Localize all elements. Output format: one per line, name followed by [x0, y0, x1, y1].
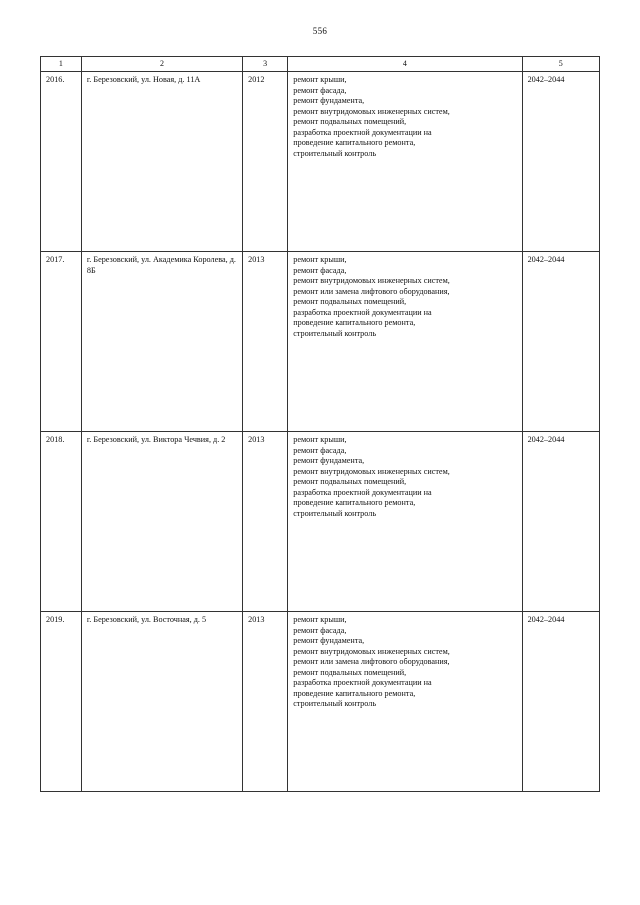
row-address: г. Березовский, ул. Восточная, д. 5	[81, 612, 242, 792]
row-works	[288, 72, 522, 252]
work-item: строительный контроль	[293, 508, 377, 518]
work-item: разработка проектной документации на	[293, 678, 432, 688]
work-item: ремонт внутридомовых инженерных систем,	[293, 276, 450, 286]
work-item: ремонт фасада,	[293, 85, 347, 95]
row-period: 2042–2044	[522, 432, 599, 612]
header-cell-period: 5	[522, 57, 599, 72]
works-list	[293, 75, 516, 159]
page-number: 556	[312, 26, 328, 36]
work-item: проведение капитального ремонта,	[293, 138, 416, 148]
row-address: г. Березовский, ул. Академика Королева, д. 8Б	[81, 252, 242, 432]
row-year: 2012	[243, 72, 288, 252]
work-item: проведение капитального ремонта,	[293, 498, 416, 508]
row-address: г. Березовский, ул. Новая, д. 11А	[81, 72, 242, 252]
work-item: ремонт подвальных помещений,	[293, 297, 407, 307]
row-number: 2016.	[41, 72, 82, 252]
work-item: строительный контроль	[293, 148, 377, 158]
work-item: проведение капитального ремонта,	[293, 318, 416, 328]
work-item: ремонт фасада,	[293, 265, 347, 275]
row-period: 2042–2044	[522, 72, 599, 252]
work-item: разработка проектной документации на	[293, 487, 432, 497]
row-period: 2042–2044	[522, 252, 599, 432]
table-row	[41, 432, 600, 612]
row-year: 2013	[243, 612, 288, 792]
capital-repair-table	[40, 56, 600, 792]
row-number: 2018.	[41, 432, 82, 612]
work-item: ремонт фундамента,	[293, 96, 365, 106]
work-item: проведение капитального ремонта,	[293, 688, 416, 698]
work-item: ремонт крыши,	[293, 75, 347, 85]
work-item: ремонт или замена лифтового оборудования,	[293, 657, 450, 667]
row-address: г. Березовский, ул. Виктора Чечвия, д. 2	[81, 432, 242, 612]
work-item: строительный контроль	[293, 699, 377, 709]
header-cell-works: 4	[288, 57, 522, 72]
works-list	[293, 435, 516, 519]
header-row	[41, 57, 600, 72]
work-item: ремонт фасада,	[293, 445, 347, 455]
table-row	[41, 72, 600, 252]
table-row	[41, 612, 600, 792]
work-item: ремонт подвальных помещений,	[293, 117, 407, 127]
work-item: строительный контроль	[293, 328, 377, 338]
work-item: ремонт фасада,	[293, 625, 347, 635]
row-works	[288, 252, 522, 432]
work-item: разработка проектной документации на	[293, 127, 432, 137]
work-item: ремонт внутридомовых инженерных систем,	[293, 646, 450, 656]
work-item: ремонт подвальных помещений,	[293, 667, 407, 677]
work-item: ремонт крыши,	[293, 615, 347, 625]
header-cell-address: 2	[81, 57, 242, 72]
work-item: ремонт фундамента,	[293, 456, 365, 466]
work-item: ремонт крыши,	[293, 255, 347, 265]
table-row	[41, 252, 600, 432]
row-year: 2013	[243, 252, 288, 432]
work-item: разработка проектной документации на	[293, 307, 432, 317]
work-item: ремонт фундамента,	[293, 636, 365, 646]
works-list	[293, 615, 516, 710]
work-item: ремонт или замена лифтового оборудования,	[293, 286, 450, 296]
header-cell-year: 3	[243, 57, 288, 72]
row-year: 2013	[243, 432, 288, 612]
work-item: ремонт внутридомовых инженерных систем,	[293, 106, 450, 116]
work-item: ремонт крыши,	[293, 435, 347, 445]
row-works	[288, 432, 522, 612]
works-list	[293, 255, 516, 339]
work-item: ремонт внутридомовых инженерных систем,	[293, 466, 450, 476]
work-item: ремонт подвальных помещений,	[293, 477, 407, 487]
row-period: 2042–2044	[522, 612, 599, 792]
row-works	[288, 612, 522, 792]
row-number: 2017.	[41, 252, 82, 432]
row-number: 2019.	[41, 612, 82, 792]
header-cell-no: 1	[41, 57, 82, 72]
